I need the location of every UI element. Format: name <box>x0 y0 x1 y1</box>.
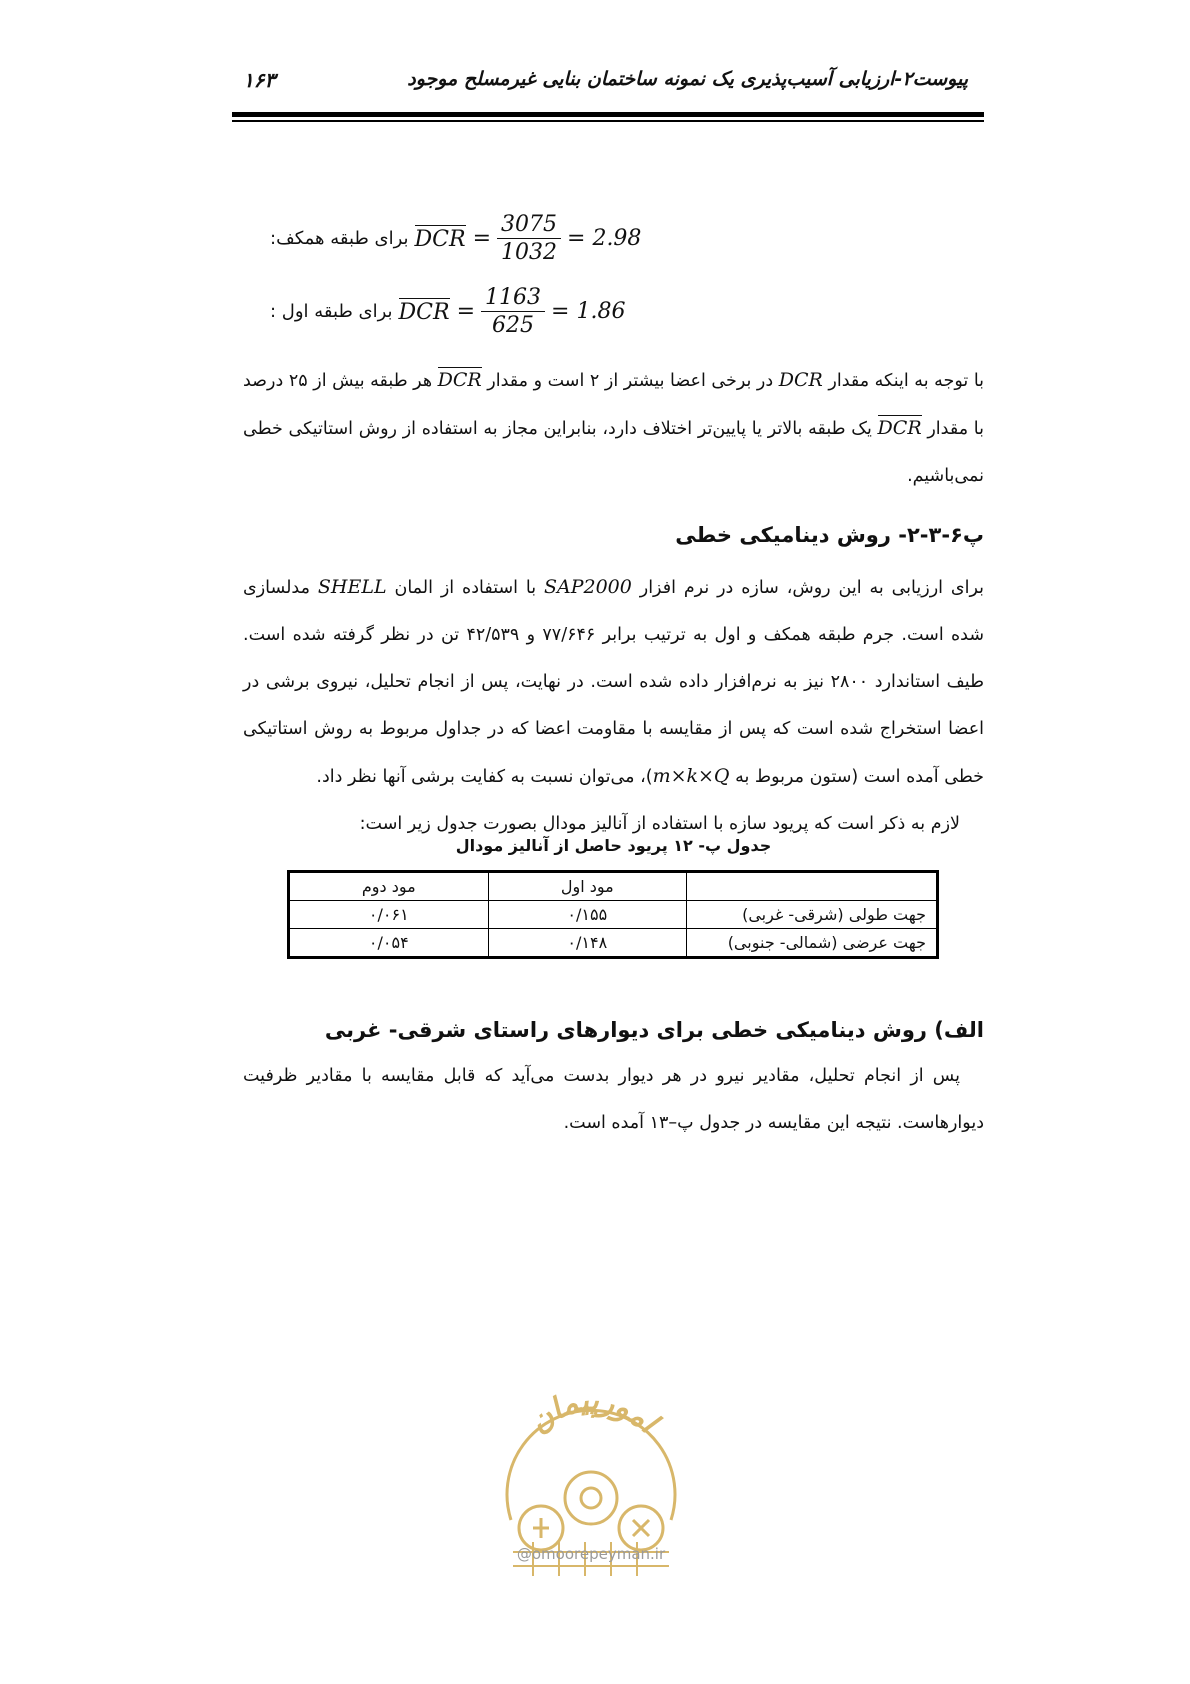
watermark-url: @omoorepeyman.ir <box>516 1545 666 1563</box>
table-header-row <box>289 872 938 901</box>
running-header: پیوست۲-ارزیابی آسیب‌پذیری یک نمونه ساختمان بنایی غیرمسلح موجود <box>407 68 968 90</box>
table-cell: ۰/۱۵۵ <box>488 901 687 929</box>
equation-label: برای طبقه اول : <box>270 301 393 322</box>
table-cell: جهت عرضی (شمالی- جنوبی) <box>687 929 938 958</box>
math-var: DCR <box>877 417 922 439</box>
math-var: SHELL <box>317 576 387 598</box>
fraction <box>481 285 545 338</box>
math-var: m×k×Q <box>652 765 730 787</box>
paragraph-comparison: پس از انجام تحلیل، مقادیر نیرو در هر دیوار بدست می‌آید که قابل مقایسه با مقادیر ظرفیت دیوارهاست. نتیجه این مقایسه در جدول پ–۱۳ آمده است. <box>243 1066 984 1133</box>
table-header-cell: مود دوم <box>289 872 489 901</box>
table-row <box>289 901 938 929</box>
text-run: مدلسازی شده است. جرم طبقه همکف و اول به ترتیب برابر ۷۷/۶۴۶ و ۴۲/۵۳۹ تن در نظر گرفته شده است. طیف استاندارد ۲۸۰۰ نیز به نرم‌افزار داده شده است. در نهایت، پس از انجام تحلیل، نیروی برشی در اعضا استخراج شده است که پس از مقایسه با مقاومت اعضا که در جداول مربوط به روش استاتیکی خطی آمده است (ستون مربوط به <box>243 578 985 787</box>
text-run: با توجه به اینکه مقدار <box>822 371 985 391</box>
section-heading: پ۶-۳-۲- روش دینامیکی خطی <box>675 523 984 547</box>
equals-sign: = <box>465 226 492 251</box>
numerator: 1163 <box>481 285 545 312</box>
equation-result: = 1.86 <box>551 299 626 324</box>
numerator: 3075 <box>497 212 561 239</box>
table-cell: جهت طولی (شرقی- غربی) <box>687 901 938 929</box>
equation-result: = 2.98 <box>567 226 642 251</box>
text-run: در برخی اعضا بیشتر از ۲ است و مقدار <box>481 371 779 391</box>
table-caption: جدول پ- ۱۲ پریود حاصل از آنالیز مودال <box>455 836 772 855</box>
page-number: ۱۶۳ <box>243 68 276 92</box>
math-var: DCR <box>778 369 823 391</box>
dcr-symbol: DCR <box>414 227 466 252</box>
equation-first-floor <box>270 285 625 338</box>
equals-sign: = <box>449 299 476 324</box>
text-run: برای ارزیابی به این روش، سازه در نرم افزار <box>631 578 984 598</box>
table-row <box>289 929 938 958</box>
table-cell: ۰/۰۶۱ <box>289 901 489 929</box>
table-cell: ۰/۱۴۸ <box>488 929 687 958</box>
text-run: یک طبقه بالاتر یا پایین‌تر اختلاف دارد، بنابراین مجاز به استفاده از روش استاتیکی خطی نمی‌باشیم. <box>243 419 984 486</box>
modal-period-table <box>287 870 939 959</box>
text-run: لازم به ذکر است که پریود سازه با استفاده از آنالیز مودال بصورت جدول زیر است: <box>359 814 960 834</box>
text-run: هر طبقه بیش از ۲۵ درصد با مقدار <box>243 371 984 439</box>
fraction <box>497 212 561 265</box>
header-rule-thick <box>232 112 984 117</box>
subsection-heading: الف) روش دینامیکی خطی برای دیوارهای راستای شرقی- غربی <box>324 1018 984 1042</box>
svg-text:امورپیمان: امورپیمان <box>522 1382 664 1441</box>
header-rule-thin <box>232 120 984 122</box>
text-run: با استفاده از المان <box>386 578 544 598</box>
denominator: 625 <box>492 313 535 338</box>
math-var: SAP2000 <box>543 576 632 598</box>
paragraph-dcr-conclusion <box>243 357 984 500</box>
text-run: )، می‌توان نسبت به کفایت برشی آنها نظر داد. <box>316 767 653 787</box>
equation-ground-floor <box>270 212 641 265</box>
table-header-cell <box>687 872 938 901</box>
paragraph-linear-dynamic <box>243 564 984 848</box>
equation-label: برای طبقه همکف: <box>270 228 409 249</box>
dcr-symbol: DCR <box>398 300 450 325</box>
table-header-cell: مود اول <box>488 872 687 901</box>
math-var: DCR <box>437 369 482 391</box>
table-cell: ۰/۰۵۴ <box>289 929 489 958</box>
denominator: 1032 <box>501 240 558 265</box>
